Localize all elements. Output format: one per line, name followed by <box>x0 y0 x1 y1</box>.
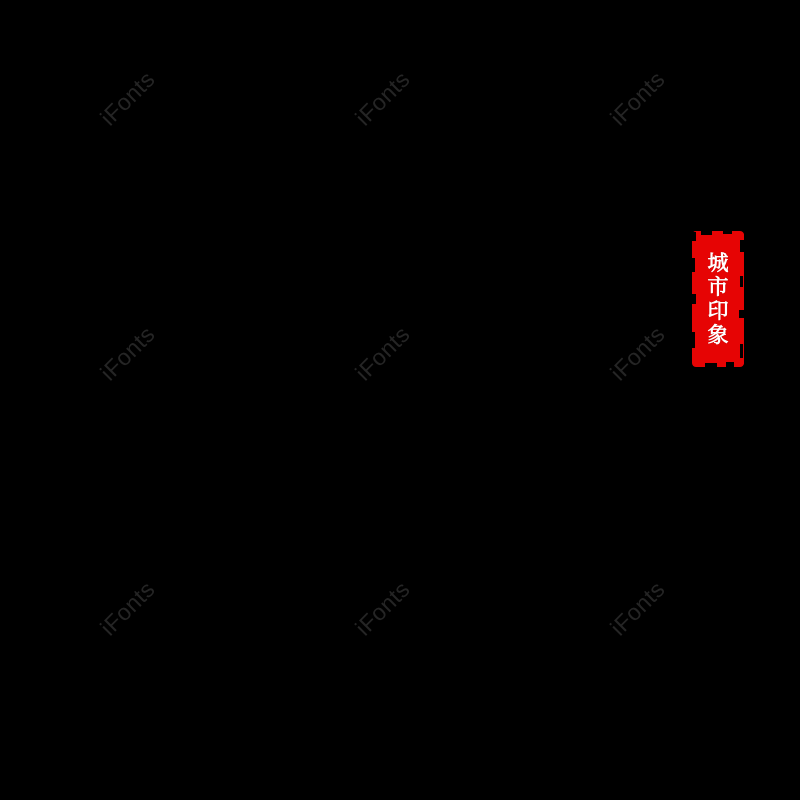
watermark-text: iFonts <box>605 575 670 641</box>
watermark-text: iFonts <box>350 575 415 641</box>
watermark-text: iFonts <box>95 65 160 131</box>
seal-char-2: 市 <box>707 274 729 299</box>
watermark-text: iFonts <box>605 65 670 131</box>
watermark-text: iFonts <box>350 320 415 386</box>
red-seal-stamp <box>693 232 743 366</box>
watermark-text: iFonts <box>95 320 160 386</box>
watermark-text: iFonts <box>95 575 160 641</box>
seal-char-4: 象 <box>707 323 729 348</box>
seal-char-1: 城 <box>707 250 729 275</box>
seal-char-3: 印 <box>707 299 729 323</box>
watermark-text: iFonts <box>350 65 415 131</box>
watermark-text: iFonts <box>605 320 670 386</box>
seal-characters <box>693 232 743 366</box>
